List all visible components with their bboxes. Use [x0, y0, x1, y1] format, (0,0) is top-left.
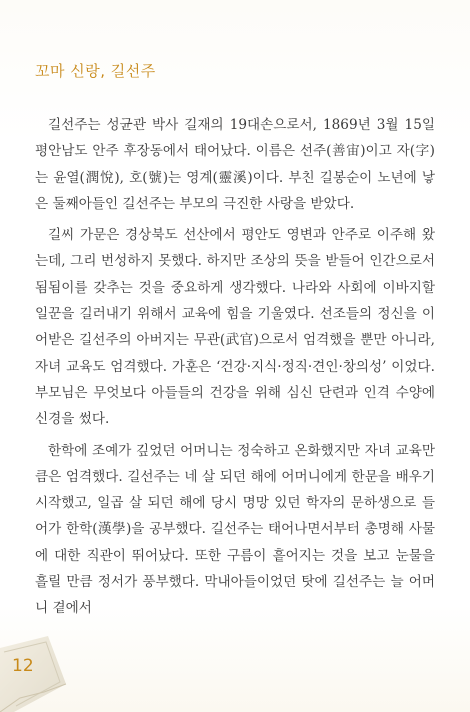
paragraph-1: 길선주는 성균관 박사 길재의 19대손으로서, 1869년 3월 15일 평안남도 안주 후장동에서 태어났다. 이름은 선주(善宙)이고 자(字)는 윤열(潤悅), 호(號)는 영계(靈溪)이다. 부친 길봉순이 노년에 낳은 둘째아들인 길선주는 부모의 극진한 사랑을 받았다.	[35, 117, 435, 212]
paragraph-3: 한학에 조예가 깊었던 어머니는 정숙하고 온화했지만 자녀 교육만큼은 엄격했다. 길선주는 네 살 되던 해에 어머니에게 한문을 배우기 시작했고, 일곱 살 되던 해에 당시 명망 있던 학자의 문하생으로 들어가 한학(漢學)을 공부했다. 길선주는 태어나면서부터 총명해 사물에 대한 직관이 뛰어났다. 또한 구름이 흩어지는 것을 보고 눈물을 흘릴 만큼 정서가 풍부했다. 막내아들이었던 탓에 길선주는 늘 어머니 곁에서	[35, 442, 435, 617]
page-corner-decoration	[0, 628, 70, 712]
page-number: 12	[12, 656, 34, 676]
body-text	[35, 112, 435, 627]
paragraph-2: 길씨 가문은 경상북도 선산에서 평안도 영변과 안주로 이주해 왔는데, 그리 번성하지 못했다. 하지만 조상의 뜻을 받들어 인간으로서 됨됨이를 갖추는 것을 중요하게 생각했다. 나라와 사회에 이바지할 일꾼을 길러내기 위해서 교육에 힘을 기울였다. 선조들의 정신을 이어받은 길선주의 아버지는 무관(武官)으로서 엄격했을 뿐만 아니라, 자녀 교육도 엄격했다. 가훈은 ‘건강·지식·정직·견인·창의성’ 이었다. 부모님은 무엇보다 아들들의 건강을 위해 심신 단련과 인격 수양에 신경을 썼다.	[35, 227, 435, 428]
section-title: 꼬마 신랑, 길선주	[35, 62, 156, 80]
